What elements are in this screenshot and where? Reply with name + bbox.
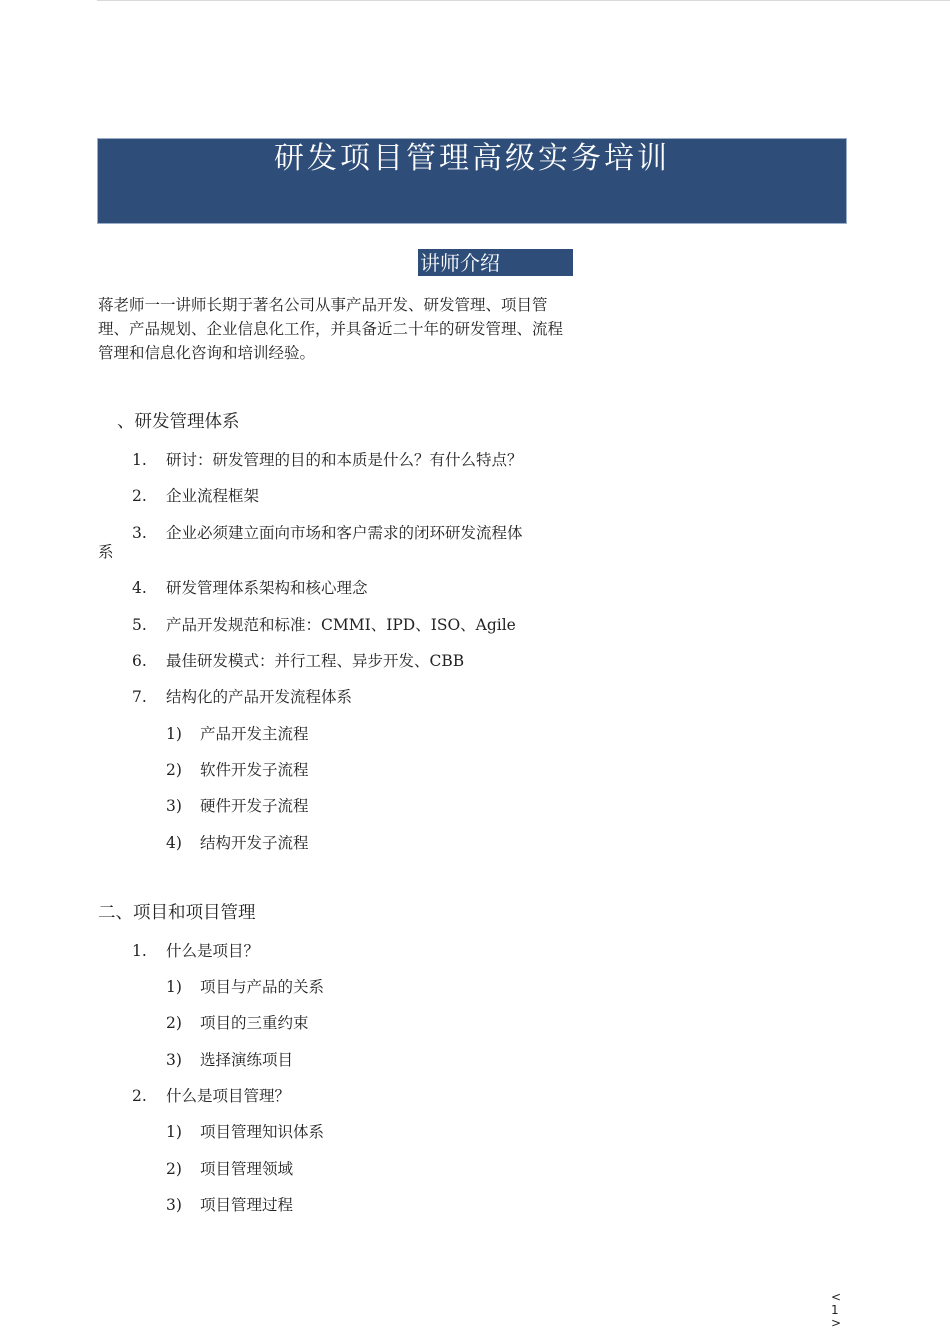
list-item-text: 什么是项目管理？ (166, 1087, 291, 1105)
sub-item-text: 项目与产品的关系 (200, 978, 325, 996)
section-heading-1: 、研发管理体系 (117, 412, 240, 432)
sub-item-number: 1) (166, 725, 182, 743)
sub-item-number: 3) (166, 1196, 182, 1214)
sub-item-number: 1) (166, 1123, 182, 1141)
sub-item-text: 软件开发子流程 (200, 761, 309, 779)
sub-item-number: 2) (166, 1160, 182, 1178)
list-item-text: 企业必须建立面向市场和客户需求的闭环研发流程体 (166, 524, 523, 542)
sub-item-text: 项目管理知识体系 (200, 1123, 325, 1141)
list-item-number: 7. (132, 688, 147, 706)
sub-item-text: 结构开发子流程 (200, 834, 309, 852)
sub-item-number: 2) (166, 761, 182, 779)
sub-item-number: 2) (166, 1014, 182, 1032)
list-item-number: 1. (132, 451, 147, 469)
list-item-text: 什么是项目？ (166, 942, 260, 960)
top-rule (97, 0, 950, 1)
list-item-number: 4. (132, 579, 147, 597)
list-item-number: 6. (132, 652, 147, 670)
list-item-text: 结构化的产品开发流程体系 (166, 688, 353, 706)
list-item-number: 1. (132, 942, 147, 960)
sub-item-text: 选择演练项目 (200, 1051, 294, 1069)
sub-item-text: 项目的三重约束 (200, 1014, 309, 1032)
list-item-number: 2. (132, 487, 147, 505)
section-heading-2: 二、项目和项目管理 (98, 903, 256, 923)
list-item-text: 最佳研发模式：并行工程、异步开发、CBB (166, 652, 465, 670)
sub-item-number: 1) (166, 978, 182, 996)
sub-item-number: 3) (166, 797, 182, 815)
sub-item-number: 3) (166, 1051, 182, 1069)
list-item-text: 企业流程框架 (166, 487, 260, 505)
list-item-number: 2. (132, 1087, 147, 1105)
sub-item-text: 产品开发主流程 (200, 725, 309, 743)
document-title: 研发项目管理高级实务培训 (274, 141, 670, 176)
sub-item-text: 项目管理过程 (200, 1196, 294, 1214)
list-item-number: 5. (132, 616, 147, 634)
page-number: <1> (831, 1290, 842, 1330)
list-item-text: 研讨：研发管理的目的和本质是什么？有什么特点？ (166, 451, 523, 469)
sub-item-number: 4) (166, 834, 182, 852)
list-item-continuation: 系 (98, 543, 114, 561)
list-item-number: 3. (132, 524, 147, 542)
sub-item-text: 硬件开发子流程 (200, 797, 309, 815)
instructor-intro: 蒋老师一一讲师长期于著名公司从事产品开发、研发管理、项目管理、产品规划、企业信息化工作，并具备近二十年的研发管理、流程管理和信息化咨询和培训经验。 (98, 296, 564, 362)
sub-item-text: 项目管理领域 (200, 1160, 294, 1178)
instructor-section-label: 讲师介绍 (418, 249, 573, 276)
title-banner (97, 138, 847, 224)
list-item-text: 研发管理体系架构和核心理念 (166, 579, 368, 597)
list-item-text: 产品开发规范和标准：CMMI、IPD、ISO、Agile (166, 616, 516, 634)
